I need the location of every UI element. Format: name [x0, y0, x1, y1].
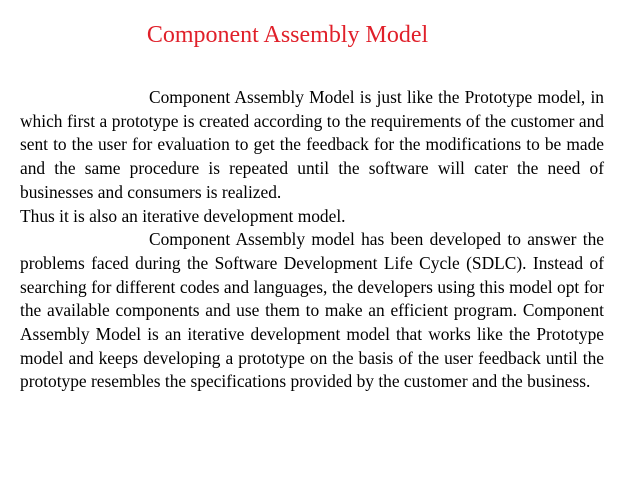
paragraph-iterative: Thus it is also an iterative development model.: [20, 205, 346, 226]
slide-body: [20, 86, 604, 394]
slide-title: Component Assembly Model: [146, 22, 429, 48]
paragraph-details: Component Assembly model has been developed to answer the problems faced during the Software Development Life Cycle (SDLC). Instead of searching for different codes and languages, the developers using this model opt for the available components and use them to make an efficient program. Component Assembly Model is an iterative development model that works like the Prototype model and keeps developing a prototype on the basis of the user feedback until the prototype resembles the specifications provided by the customer and the business.: [20, 229, 604, 392]
paragraph-intro: Component Assembly Model is just like the Prototype model, in which first a prototype is created according to the requirements of the customer and sent to the user for evaluation to get the feedback for the modifications to be made and the same procedure is repeated until the software will cater the need of businesses and consumers is realized.: [20, 87, 604, 202]
